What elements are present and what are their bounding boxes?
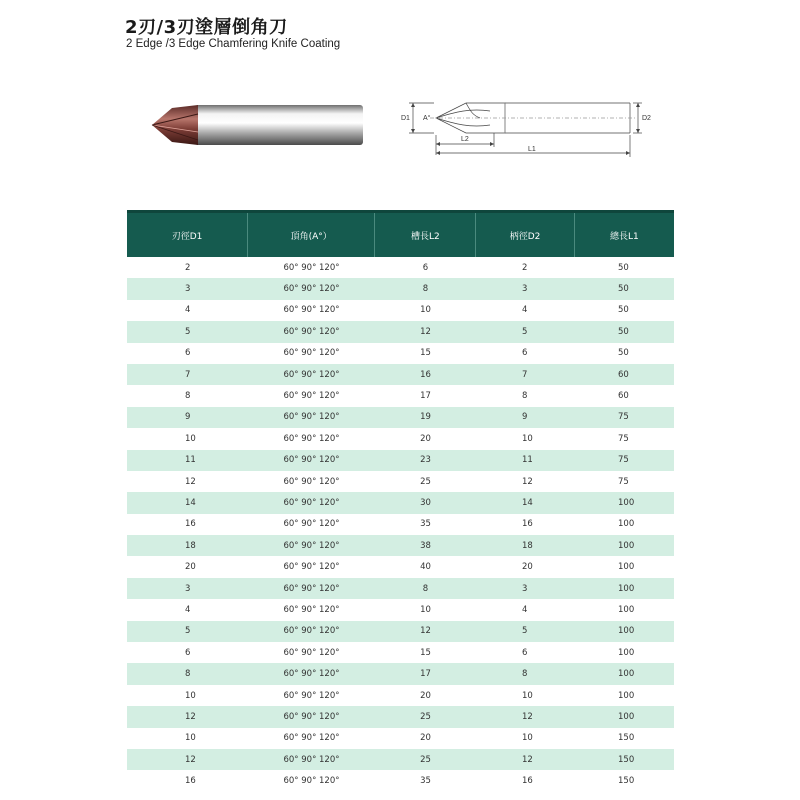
- table-cell: 35: [420, 776, 431, 787]
- table-cell: 9: [522, 412, 528, 423]
- label-l1: L1: [528, 146, 536, 153]
- table-cell: 75: [618, 476, 629, 487]
- table-cell: 15: [420, 348, 431, 359]
- label-d2: D2: [642, 115, 651, 122]
- dimension-drawing: [400, 95, 660, 165]
- table-cell: 150: [618, 754, 635, 765]
- table-cell: 11: [185, 455, 196, 466]
- table-cell: 60° 90° 120°: [283, 497, 340, 508]
- header-cell: 槽長L2: [375, 213, 476, 257]
- table-cell: 35: [420, 519, 431, 530]
- table-cell: 3: [522, 284, 528, 295]
- table-cell: 100: [618, 583, 635, 594]
- table-cell: 10: [522, 433, 533, 444]
- table-row: [127, 685, 674, 706]
- table-cell: 100: [618, 604, 635, 615]
- table-cell: 60° 90° 120°: [283, 669, 340, 680]
- table-cell: 50: [618, 284, 629, 295]
- table-cell: 4: [522, 305, 528, 316]
- table-cell: 16: [185, 776, 196, 787]
- label-l2: L2: [461, 136, 469, 143]
- table-cell: 15: [420, 647, 431, 658]
- table-cell: 60° 90° 120°: [283, 455, 340, 466]
- table-cell: 60° 90° 120°: [283, 776, 340, 787]
- table-cell: 40: [420, 562, 431, 573]
- table-cell: 100: [618, 690, 635, 701]
- table-cell: 10: [522, 733, 533, 744]
- table-cell: 9: [185, 412, 191, 423]
- table-cell: 25: [420, 711, 431, 722]
- table-cell: 60° 90° 120°: [283, 476, 340, 487]
- table-cell: 25: [420, 754, 431, 765]
- spec-table: [127, 210, 674, 792]
- table-row: [127, 364, 674, 385]
- table-cell: 6: [422, 262, 429, 273]
- table-row: [127, 749, 674, 770]
- table-cell: 100: [618, 519, 635, 530]
- table-row: [127, 321, 674, 342]
- table-cell: 38: [420, 540, 431, 551]
- table-cell: 100: [618, 647, 635, 658]
- table-row: [127, 535, 674, 556]
- table-cell: 10: [420, 305, 431, 316]
- table-cell: 60° 90° 120°: [283, 519, 340, 530]
- table-row: [127, 343, 674, 364]
- table-cell: 60° 90° 120°: [283, 562, 340, 573]
- table-cell: 60° 90° 120°: [283, 540, 340, 551]
- table-cell: 100: [618, 626, 635, 637]
- table-cell: 4: [185, 604, 191, 615]
- table-cell: 25: [420, 476, 431, 487]
- table-cell: 3: [522, 583, 528, 594]
- table-row: [127, 728, 674, 749]
- table-cell: 60° 90° 120°: [283, 583, 340, 594]
- table-row: [127, 407, 674, 428]
- table-row: [127, 385, 674, 406]
- table-cell: 12: [522, 476, 533, 487]
- table-row: [127, 300, 674, 321]
- table-row: [127, 578, 674, 599]
- table-row: [127, 450, 674, 471]
- table-cell: 19: [420, 412, 431, 423]
- table-cell: 16: [420, 369, 431, 380]
- table-cell: 60° 90° 120°: [283, 412, 340, 423]
- table-cell: 60: [618, 369, 629, 380]
- header-cell: 總長L1: [609, 231, 639, 242]
- table-cell: 50: [618, 348, 629, 359]
- table-cell: 60: [618, 391, 629, 402]
- table-cell: 8: [422, 284, 429, 295]
- table-cell: 100: [618, 562, 635, 573]
- table-cell: 60° 90° 120°: [283, 711, 340, 722]
- table-cell: 8: [185, 669, 191, 680]
- table-cell: 100: [618, 711, 635, 722]
- table-cell: 60° 90° 120°: [283, 626, 340, 637]
- table-cell: 3: [185, 284, 191, 295]
- table-cell: 14: [522, 497, 533, 508]
- table-cell: 23: [420, 455, 431, 466]
- table-row: [127, 663, 674, 684]
- table-cell: 6: [185, 348, 191, 359]
- table-cell: 18: [522, 540, 533, 551]
- table-cell: 150: [618, 733, 635, 744]
- table-cell: 60° 90° 120°: [283, 326, 340, 337]
- table-header: [127, 210, 674, 257]
- table-cell: 100: [618, 497, 635, 508]
- table-row: [127, 428, 674, 449]
- label-angle: A°: [423, 115, 431, 122]
- table-cell: 4: [185, 305, 191, 316]
- table-cell: 75: [618, 433, 629, 444]
- table-cell: 17: [420, 391, 431, 402]
- table-cell: 20: [522, 562, 533, 573]
- table-row: [127, 556, 674, 577]
- table-cell: 60° 90° 120°: [283, 433, 340, 444]
- table-body: [127, 257, 674, 792]
- table-cell: 60° 90° 120°: [283, 754, 340, 765]
- table-cell: 50: [618, 262, 629, 273]
- table-cell: 12: [185, 754, 196, 765]
- table-cell: 50: [618, 326, 629, 337]
- table-cell: 12: [522, 711, 533, 722]
- page-subtitle: 2 Edge /3 Edge Chamfering Knife Coating: [126, 38, 341, 50]
- table-cell: 10: [185, 433, 196, 444]
- table-cell: 100: [618, 540, 635, 551]
- table-row: [127, 492, 674, 513]
- table-cell: 5: [185, 326, 191, 337]
- table-cell: 20: [185, 562, 196, 573]
- table-cell: 75: [618, 412, 629, 423]
- table-cell: 2: [185, 262, 191, 273]
- table-cell: 150: [618, 776, 635, 787]
- table-row: [127, 257, 674, 278]
- table-cell: 20: [420, 690, 431, 701]
- table-cell: 4: [522, 604, 528, 615]
- table-cell: 10: [185, 733, 196, 744]
- table-cell: 5: [522, 326, 528, 337]
- table-cell: 60° 90° 120°: [283, 604, 340, 615]
- table-cell: 16: [522, 519, 533, 530]
- page-title: 2刃/3刃塗層倒角刀: [125, 17, 288, 38]
- table-cell: 6: [185, 647, 191, 658]
- table-cell: 12: [420, 626, 431, 637]
- table-cell: 3: [185, 583, 191, 594]
- table-cell: 60° 90° 120°: [283, 305, 340, 316]
- table-row: [127, 471, 674, 492]
- table-cell: 60° 90° 120°: [283, 733, 340, 744]
- table-cell: 7: [522, 369, 528, 380]
- table-cell: 10: [185, 690, 196, 701]
- table-cell: 16: [522, 776, 533, 787]
- table-cell: 10: [522, 690, 533, 701]
- table-cell: 60° 90° 120°: [283, 369, 340, 380]
- table-cell: 11: [522, 455, 533, 466]
- table-cell: 12: [185, 711, 196, 722]
- table-cell: 10: [420, 604, 431, 615]
- table-cell: 100: [618, 669, 635, 680]
- header-cell: 刃徑D1: [127, 213, 248, 257]
- table-cell: 8: [422, 583, 429, 594]
- table-cell: 8: [522, 669, 528, 680]
- table-row: [127, 278, 674, 299]
- table-cell: 60° 90° 120°: [283, 647, 340, 658]
- table-cell: 2: [522, 262, 528, 273]
- table-cell: 12: [420, 326, 431, 337]
- table-row: [127, 621, 674, 642]
- table-cell: 60° 90° 120°: [283, 348, 340, 359]
- table-cell: 20: [420, 733, 431, 744]
- header-cell: 頂角(A°）: [248, 213, 375, 257]
- table-cell: 18: [185, 540, 196, 551]
- table-cell: 8: [185, 391, 191, 402]
- table-row: [127, 642, 674, 663]
- table-cell: 6: [522, 647, 528, 658]
- table-cell: 60° 90° 120°: [283, 262, 340, 273]
- table-cell: 17: [420, 669, 431, 680]
- table-row: [127, 770, 674, 791]
- table-cell: 8: [522, 391, 528, 402]
- table-row: [127, 706, 674, 727]
- table-row: [127, 514, 674, 535]
- table-cell: 6: [522, 348, 528, 359]
- table-cell: 5: [522, 626, 528, 637]
- table-cell: 12: [522, 754, 533, 765]
- table-cell: 5: [185, 626, 191, 637]
- table-cell: 16: [185, 519, 196, 530]
- table-cell: 60° 90° 120°: [283, 690, 340, 701]
- table-cell: 30: [420, 497, 431, 508]
- table-cell: 14: [185, 497, 196, 508]
- chamfer-cutter-photo: [150, 100, 365, 150]
- table-cell: 12: [185, 476, 196, 487]
- table-row: [127, 599, 674, 620]
- table-cell: 60° 90° 120°: [283, 391, 340, 402]
- label-d1: D1: [401, 115, 410, 122]
- table-cell: 7: [185, 369, 191, 380]
- table-cell: 20: [420, 433, 431, 444]
- table-cell: 60° 90° 120°: [283, 284, 340, 295]
- table-cell: 75: [618, 455, 629, 466]
- header-cell: 柄徑D2: [476, 213, 574, 257]
- table-cell: 50: [618, 305, 629, 316]
